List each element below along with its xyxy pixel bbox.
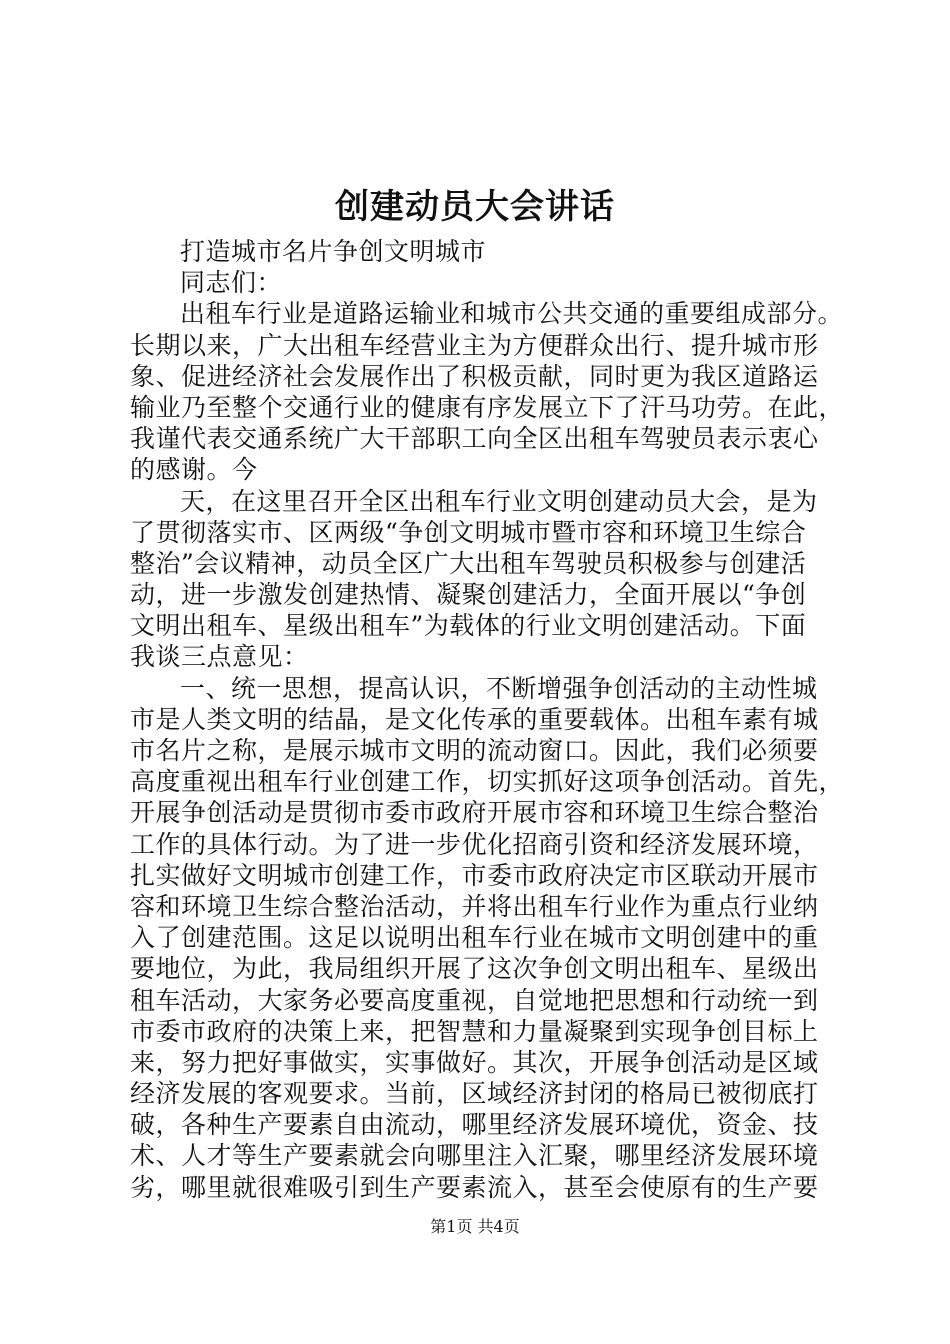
body-line: 了贯彻落实市、区两级“争创文明城市暨市容和环境卫生综合: [130, 517, 807, 547]
body-line: 来，努力把好事做实，实事做好。其次，开展争创活动是区域: [130, 1047, 819, 1077]
body-line: 动，进一步激发创建热情、凝聚创建活力，全面开展以“争创: [130, 580, 807, 610]
body-line: 我谈三点意见：: [130, 642, 309, 672]
body-line: 打造城市名片争创文明城市: [180, 237, 487, 266]
body-line: 输业乃至整个交通行业的健康有序发展立下了汗马功劳。在此，: [130, 392, 845, 422]
document-body: [130, 236, 845, 1203]
body-line: 的感谢。今: [130, 455, 258, 485]
body-line: 劣，哪里就很难吸引到生产要素流入，甚至会使原有的生产要: [130, 1172, 819, 1202]
body-line: 出租车行业是道路运输业和城市公共交通的重要组成部分。: [180, 299, 844, 329]
body-line: 市委市政府的决策上来，把智慧和力量凝聚到实现争创目标上: [130, 1016, 819, 1046]
body-line: 天，在这里召开全区出租车行业文明创建动员大会，是为: [180, 486, 818, 516]
body-line: 容和环境卫生综合整治活动，并将出租车行业作为重点行业纳: [130, 891, 819, 921]
body-line: 文明出租车、星级出租车”为载体的行业文明创建活动。下面: [130, 611, 807, 641]
body-line: 长期以来，广大出租车经营业主为方便群众出行、提升城市形: [130, 330, 819, 360]
body-line: 整治”会议精神，动员全区广大出租车驾驶员积极参与创建活: [130, 548, 807, 578]
body-line: 租车活动，大家务必要高度重视，自觉地把思想和行动统一到: [130, 985, 819, 1015]
body-line: 市名片之称，是展示城市文明的流动窗口。因此，我们必须要: [130, 736, 819, 765]
body-line: 术、人才等生产要素就会向哪里注入汇聚，哪里经济发展环境: [130, 1141, 819, 1171]
body-line: 同志们：: [180, 268, 283, 298]
body-line: 破，各种生产要素自由流动，哪里经济发展环境优，资金、技: [130, 1110, 819, 1140]
body-line: 高度重视出租车行业创建工作，切实抓好这项争创活动。首先，: [130, 767, 845, 797]
body-line: 一、统一思想，提高认识，不断增强争创活动的主动性城: [180, 673, 818, 703]
body-line: 我谨代表交通系统广大干部职工向全区出租车驾驶员表示衷心: [130, 424, 819, 454]
body-line: 经济发展的客观要求。当前，区域经济封闭的格局已被彻底打: [130, 1079, 819, 1109]
page-footer: 第1页 共4页: [430, 1217, 520, 1236]
body-line: 象、促进经济社会发展作出了积极贡献，同时更为我区道路运: [130, 361, 819, 391]
body-line: 扎实做好文明城市创建工作，市委市政府决定市区联动开展市: [130, 860, 819, 890]
body-line: 市是人类文明的结晶，是文化传承的重要载体。出租车素有城: [130, 704, 819, 734]
body-line: 开展争创活动是贯彻市委市政府开展市容和环境卫生综合整治: [130, 798, 819, 828]
body-line: 要地位，为此，我局组织开展了这次争创文明出租车、星级出: [130, 954, 819, 984]
document-title: 创建动员大会讲话: [335, 187, 615, 227]
body-line: 工作的具体行动。为了进一步优化招商引资和经济发展环境，: [130, 829, 819, 859]
body-line: 入了创建范围。这足以说明出租车行业在城市文明创建中的重: [130, 923, 819, 953]
